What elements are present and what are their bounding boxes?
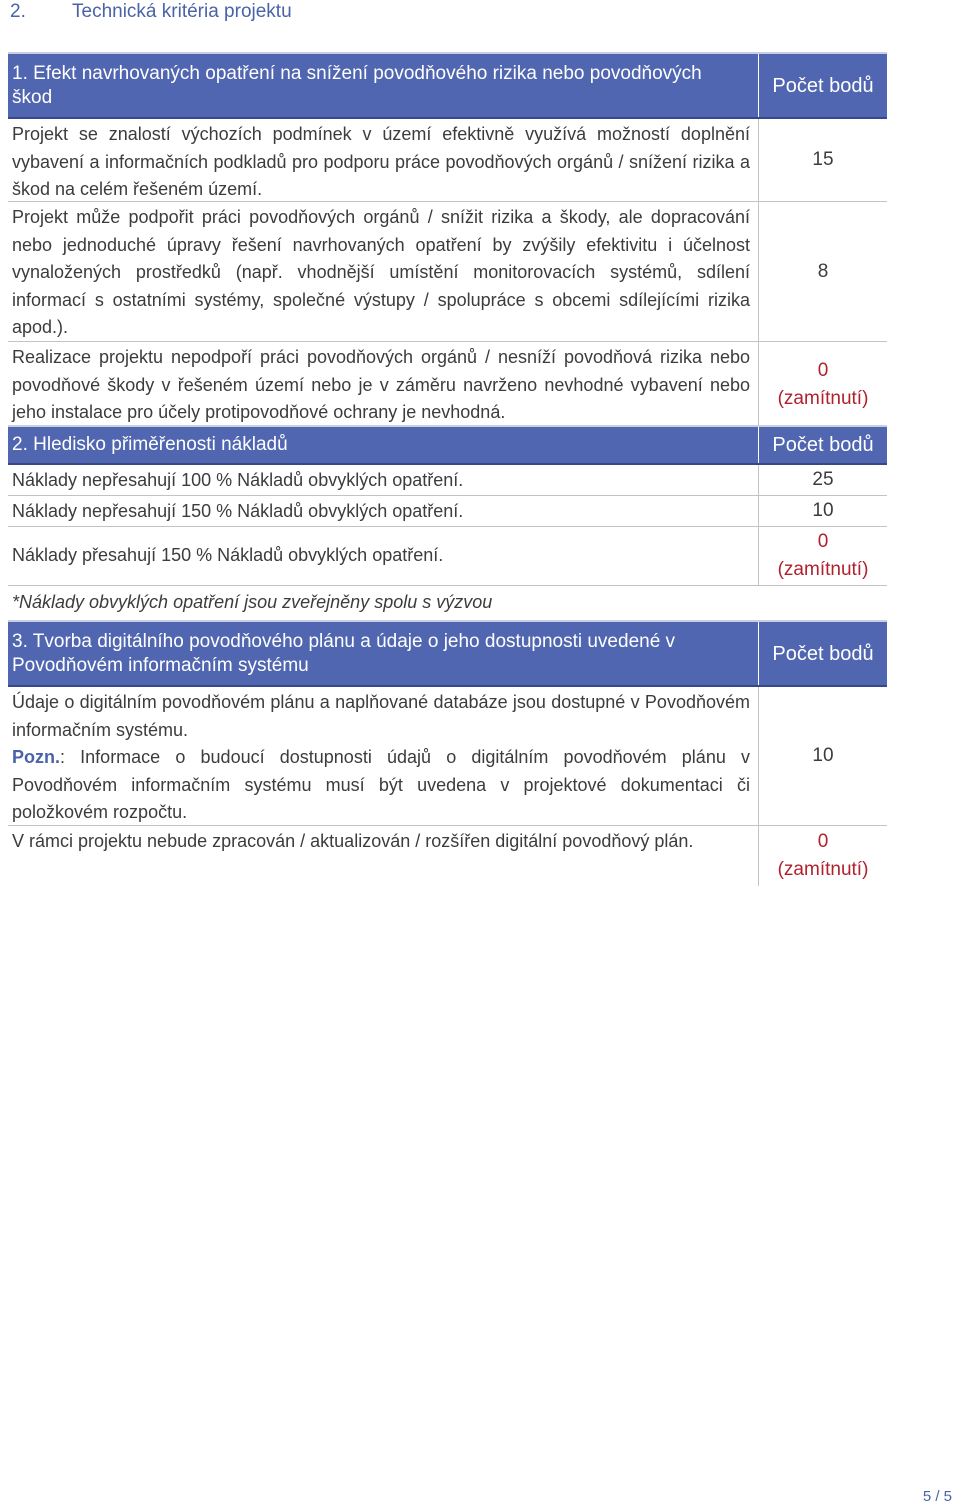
criterion-3-points-header: Počet bodů [758,622,887,685]
section-heading [10,0,292,24]
criterion-1-header [8,52,887,119]
row-points [758,496,887,526]
row-points [758,687,887,825]
row-points [758,465,887,495]
table-row [8,465,887,496]
section-number: 2. [10,1,26,22]
points-note: (zamítnutí) [777,388,869,409]
row-text: V rámci projektu nebude zpracován / aktualizován / rozšířen digitální povodňový plán. [12,831,694,851]
criterion-3-table [8,620,887,886]
criterion-2-points-header: Počet bodů [758,427,887,463]
table-row [8,496,887,527]
row-text: Realizace projektu nepodpoří práci povodňových orgánů / nesníží povodňová rizika nebo povodňové škody v řešeném území nebo je v záměru navrženo nevhodné vybavení nebo jeho instalace pro účely protipovodňové ochrany je nevhodná. [12,347,750,422]
row-main-text: Údaje o digitálním povodňovém plánu a naplňované databáze jsou dostupné v Povodňovém informačním systému. [12,692,750,740]
table-row [8,826,887,886]
row-points [758,826,887,886]
row-points [758,119,887,201]
row-text: Náklady nepřesahují 150 % Nákladů obvyklých opatření. [12,501,464,521]
footnote: *Náklady obvyklých opatření jsou zveřejněny spolu s výzvou [12,592,493,612]
row-text: Náklady přesahují 150 % Nákladů obvyklých opatření. [12,544,444,565]
criterion-2-title: 2. Hledisko přiměřenosti nákladů [12,434,288,455]
criterion-1-table [8,52,887,428]
row-text: Náklady nepřesahují 100 % Nákladů obvyklých opatření. [12,470,464,490]
criterion-2-table [8,425,887,618]
points-value: 25 [812,469,834,490]
table-row [8,527,887,586]
table-row [8,119,887,202]
points-value: 0 [817,531,829,552]
points-value: 8 [817,260,829,282]
criterion-1-points-header: Počet bodů [758,54,887,117]
table-row [8,202,887,342]
row-text [8,687,758,825]
points-value: 10 [812,745,834,766]
table-row [8,342,887,428]
row-text: Projekt se znalostí výchozích podmínek v území efektivně využívá možností doplnění vybavení a informačních podkladů pro podporu práce povodňových orgánů / snížení rizika a škod na celém řešeném území. [12,124,750,199]
criterion-1-title: 1. Efekt navrhovaných opatření na snížení povodňového rizika nebo povodňových škod [12,62,702,108]
points-value: 15 [812,149,834,170]
note-label: Pozn. [12,747,60,767]
criterion-2-header [8,425,887,465]
row-points [758,342,887,428]
row-points [758,527,887,585]
points-note: (zamítnutí) [777,559,869,580]
points-value: 0 [817,360,829,381]
row-points [758,202,887,341]
section-title: Technická kritéria projektu [72,1,292,22]
criterion-3-header [8,620,887,687]
points-note: (zamítnutí) [777,859,869,880]
criterion-3-title: 3. Tvorba digitálního povodňového plánu a údaje o jeho dostupnosti uvedené v Povodňovém informačním systému [12,630,676,676]
row-text: Projekt může podpořit práci povodňových orgánů / snížit rizika a škody, ale dopracování nebo jednoduché úpravy řešení navrhovaných opatření by zvýšily efektivitu i účelnost vynaložených prostředků (např. vhodnější umístění monitorovacích systémů, sdílení informací s ostatními systémy, společné výstupy / spolupráce s obcemi sdílejícími rizika apod.). [12,207,750,337]
table-row [8,687,887,826]
points-value: 0 [817,831,829,852]
points-value: 10 [812,500,834,521]
page-number: 5 / 5 [922,1488,952,1505]
note-text: : Informace o budoucí dostupnosti údajů o digitálním povodňovém plánu v Povodňovém informačním systému musí být uvedena v projektové dokumentaci či položkovém rozpočtu. [12,747,750,822]
